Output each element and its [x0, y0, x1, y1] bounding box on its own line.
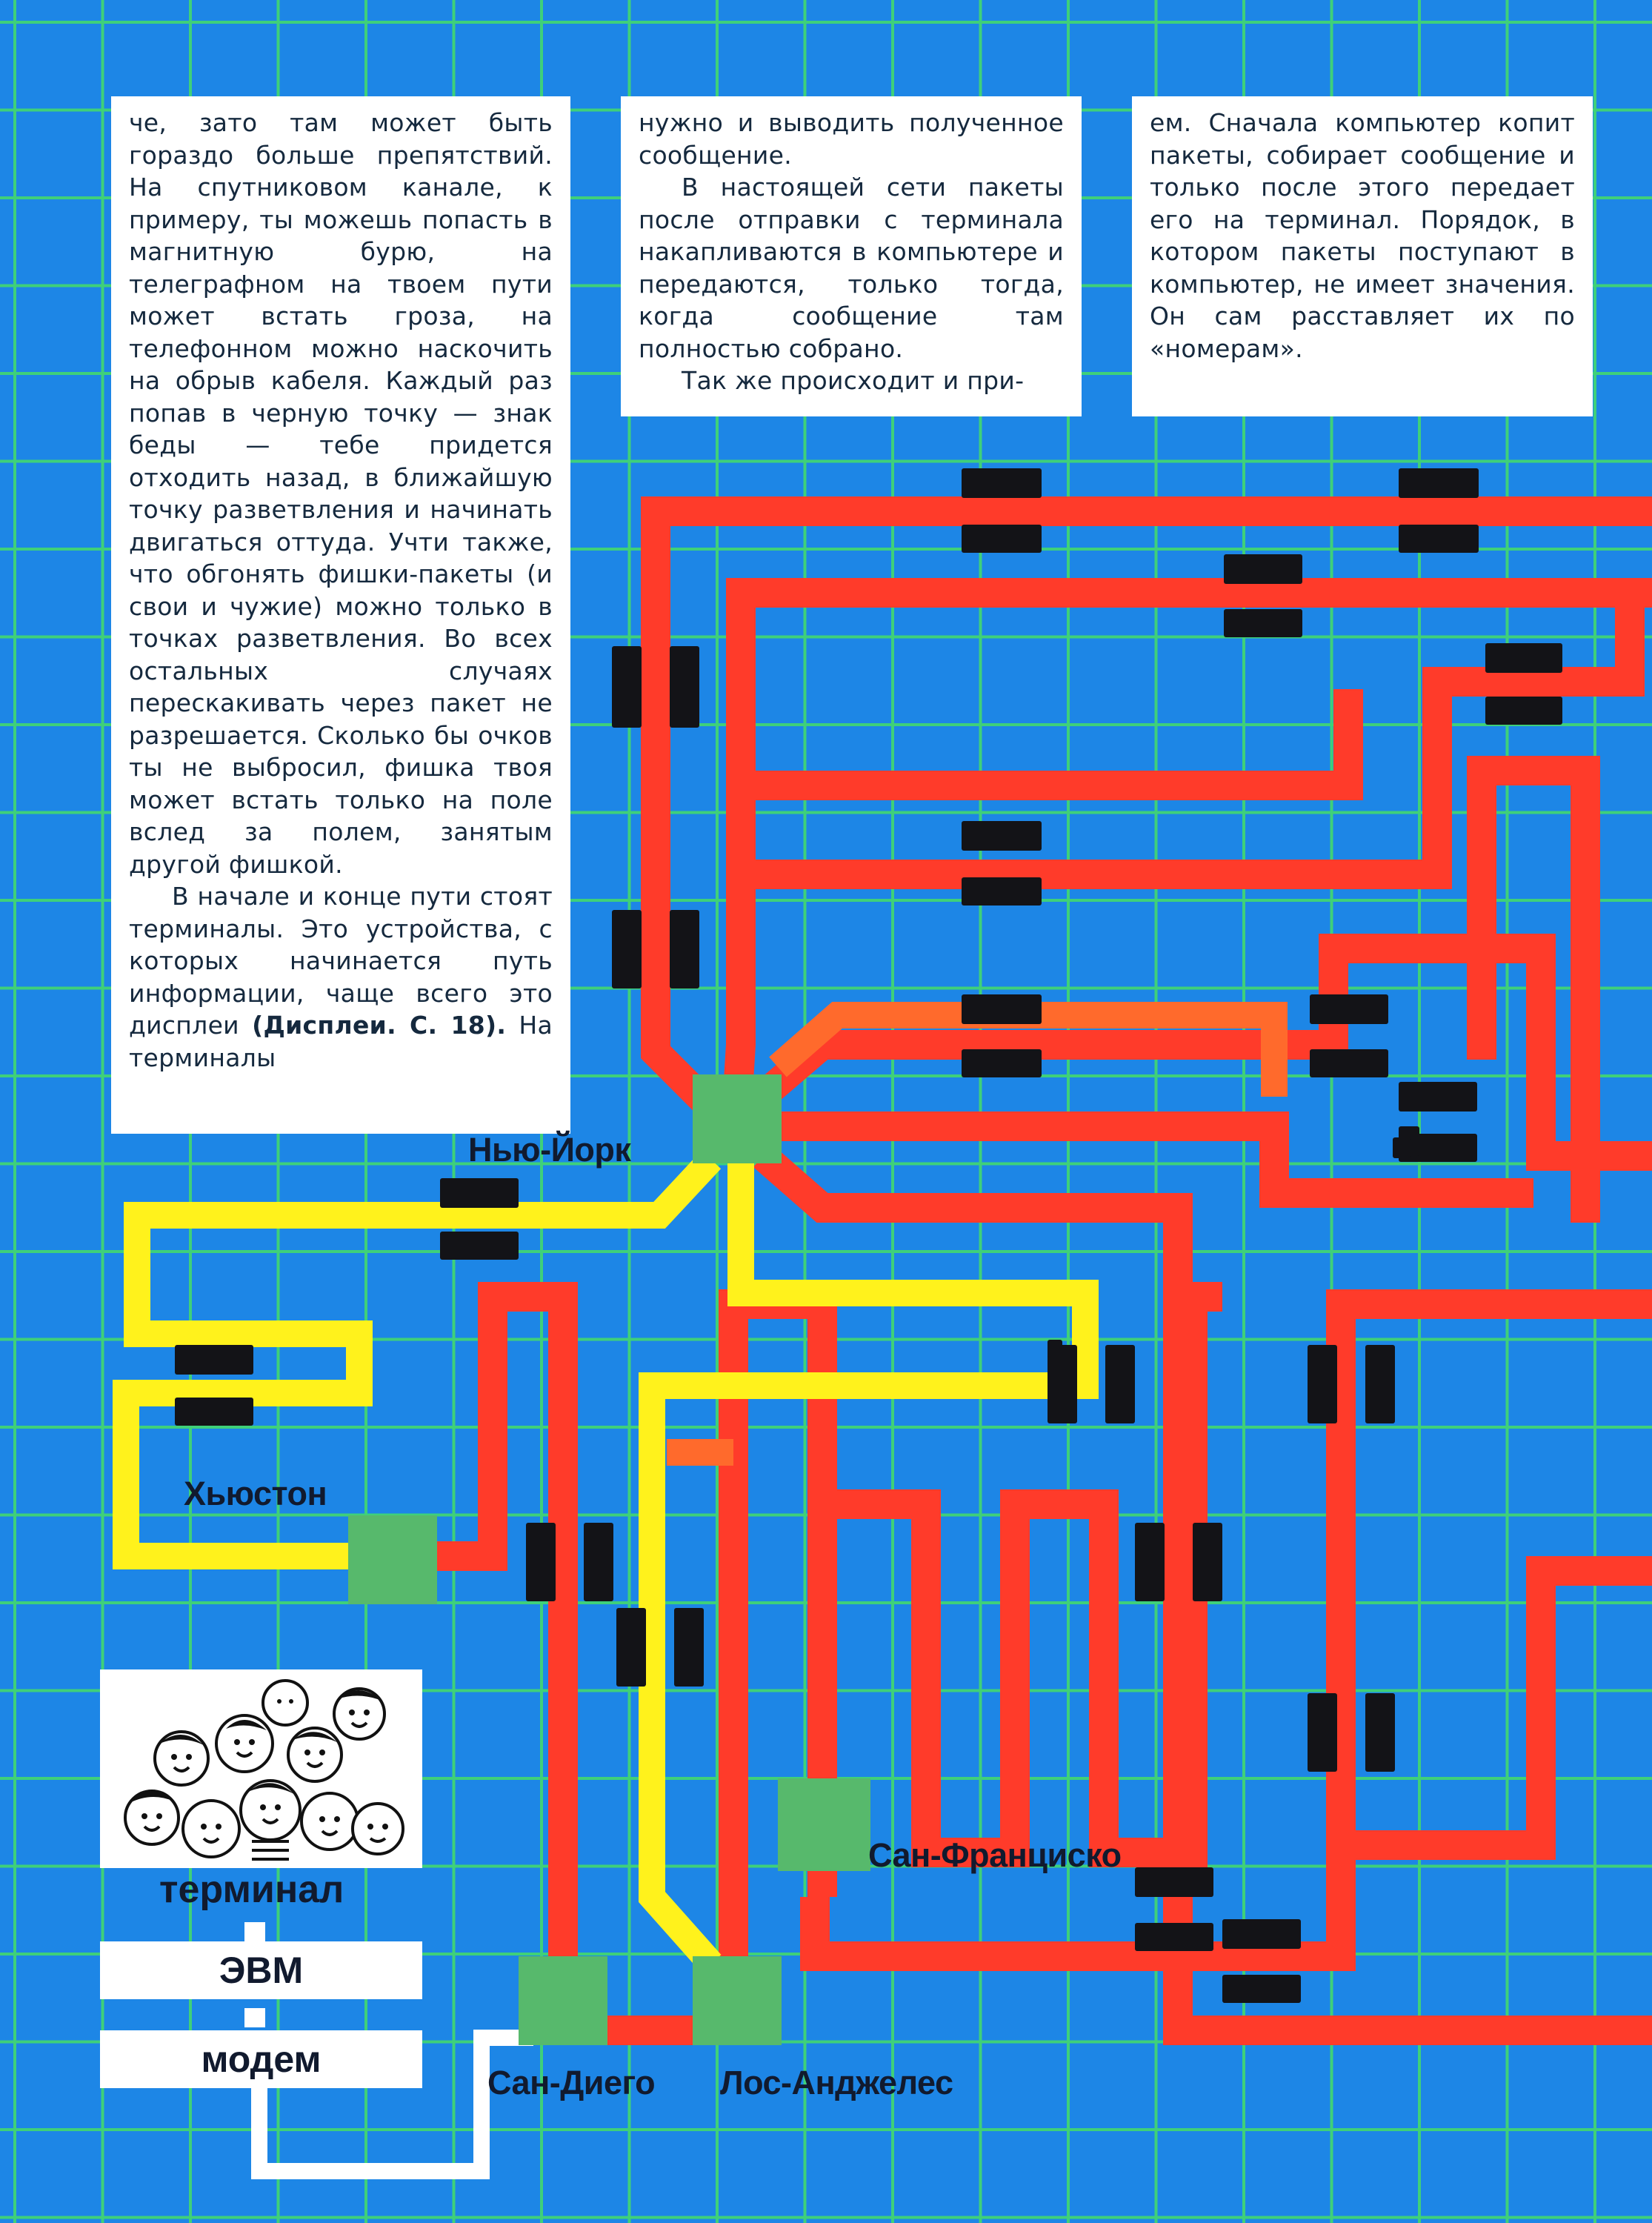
obstacle-marker — [1135, 1867, 1213, 1897]
obstacle-marker — [962, 994, 1042, 1024]
obstacle-marker — [670, 646, 699, 728]
col3-paragraph-1: ем. Сначала компьютер копит пакеты, собирает сообщение и только после этого передает его на терминал. Порядок, в котором пакеты поступают в компьютер, не имеет значения. Он сам расставляет их по «номерам». — [1150, 108, 1575, 363]
city-label-san-diego: Сан-Диего — [487, 2064, 656, 2101]
col2-paragraph-2: В настоящей сети пакеты после отправки с терминала накапливаются в компьютере и передаются, только тогда, когда сообщение там полностью собрано. — [639, 173, 1064, 363]
legend-connector-2 — [244, 2008, 265, 2027]
obstacle-marker — [962, 877, 1042, 906]
obstacle-marker — [1310, 994, 1388, 1024]
obstacle-marker — [1399, 525, 1479, 553]
obstacle-marker — [670, 910, 699, 988]
node-houston — [348, 1515, 437, 1604]
text-column-1 — [111, 96, 570, 1134]
col1-text-b: На терминалы — [129, 1011, 553, 1072]
obstacle-marker — [1308, 1345, 1337, 1423]
city-label-new-york: Нью-Йорк — [468, 1131, 631, 1169]
legend-connector-1 — [244, 1922, 265, 1941]
obstacle-marker — [440, 1232, 519, 1260]
col1-text-a: В начале и конце пути стоят терминалы. Это устройства, с которых начинается путь информации, чаще всего это дисплеи — [129, 882, 553, 1040]
node-san-diego — [519, 1956, 607, 2045]
obstacle-marker — [962, 525, 1042, 553]
city-label-san-francisco: Сан-Франциско — [868, 1836, 1122, 1874]
obstacle-marker — [1105, 1345, 1135, 1423]
obstacle-marker — [1135, 1523, 1165, 1601]
obstacle-marker — [1222, 1975, 1301, 2003]
obstacle-marker — [526, 1523, 556, 1601]
obstacle-marker — [175, 1345, 253, 1375]
obstacle-marker — [962, 468, 1042, 498]
obstacle-marker — [1393, 1137, 1411, 1158]
legend-evm-box: ЭВМ — [100, 1941, 422, 1999]
obstacle-marker — [1048, 1340, 1062, 1358]
node-new-york — [693, 1074, 782, 1163]
text-column-3 — [1132, 96, 1593, 416]
col1-reference: (Дисплеи. С. 18). — [252, 1011, 507, 1040]
obstacle-marker — [1399, 1082, 1477, 1112]
obstacle-marker — [1224, 609, 1302, 637]
obstacle-marker — [175, 1398, 253, 1426]
obstacle-marker — [1485, 643, 1562, 673]
obstacle-marker — [1399, 468, 1479, 498]
text-column-2 — [621, 96, 1082, 416]
node-san-francisco — [778, 1778, 870, 1871]
obstacle-marker — [1224, 554, 1302, 584]
obstacle-marker — [1135, 1923, 1213, 1951]
obstacle-marker — [1222, 1919, 1301, 1949]
obstacle-marker — [1365, 1345, 1395, 1423]
obstacle-marker — [674, 1608, 704, 1687]
city-label-los-angeles: Лос-Анджелес — [720, 2064, 953, 2101]
col2-paragraph-3: Так же происходит и при- — [682, 366, 1025, 395]
obstacle-marker — [1308, 1693, 1337, 1772]
obstacle-marker — [440, 1178, 519, 1208]
obstacle-marker — [962, 1049, 1042, 1077]
obstacle-marker — [616, 1608, 646, 1687]
obstacle-marker — [1310, 1049, 1388, 1077]
legend-modem-box: модем — [100, 2030, 422, 2088]
terminal-illustration — [100, 1669, 422, 1868]
obstacle-marker — [584, 1523, 613, 1601]
col1-paragraph-2 — [129, 880, 553, 1074]
children-faces-icon — [100, 1669, 422, 1868]
city-label-houston: Хьюстон — [184, 1475, 327, 1512]
node-los-angeles — [693, 1956, 782, 2045]
obstacle-marker — [1485, 697, 1562, 725]
obstacle-marker — [1193, 1523, 1222, 1601]
obstacle-marker — [1365, 1693, 1395, 1772]
col1-paragraph-1: че, зато там может быть гораздо больше препятствий. На спутниковом канале, к примеру, ты можешь попасть в магнитную бурю, на телеграфном на твоем пути может встать гроза, на телефонном можно наскочить на обрыв кабеля. Каждый раз попав в черную точку — знак беды — тебе придется отходить назад, в ближайшую точку разветвления и начинать двигаться оттуда. Учти также, что обгонять фишки-пакеты (и свои и чужие) можно только в точках разветвления. Во всех остальных случаях перескакивать через пакет не разрешается. Сколько бы очков ты не выбросил, фишка твоя может встать только на поле вслед за полем, занятым другой фишкой. — [129, 108, 553, 879]
obstacle-marker — [612, 646, 642, 728]
obstacle-marker — [962, 821, 1042, 851]
obstacle-marker — [612, 910, 642, 988]
col2-paragraph-1: нужно и выводить полученное сообщение. — [639, 108, 1064, 170]
legend-terminal-label: терминал — [159, 1868, 344, 1911]
